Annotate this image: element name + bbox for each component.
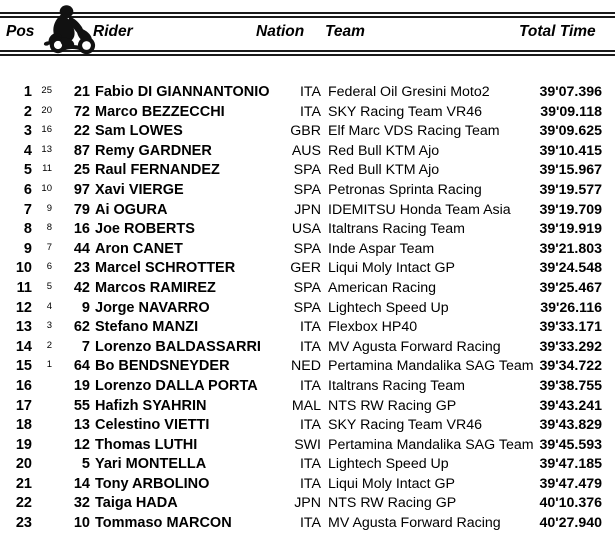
row-nation: ITA	[299, 417, 321, 434]
row-nation: GER	[290, 260, 321, 277]
row-points: 9	[46, 202, 52, 214]
table-row	[0, 416, 615, 436]
row-bike-number: 7	[81, 338, 90, 355]
row-total-time: 39'34.722	[539, 358, 602, 375]
row-rider-name: Ai OGURA	[95, 201, 168, 218]
row-rider-name: Tommaso MARCON	[95, 515, 232, 532]
row-position: 15	[15, 358, 32, 375]
row-bike-number: 42	[73, 279, 90, 296]
row-points: 5	[46, 280, 52, 292]
table-row	[0, 259, 615, 279]
row-team: Pertamina Mandalika SAG Team	[328, 436, 534, 453]
row-bike-number: 13	[73, 417, 90, 434]
row-nation: NED	[291, 358, 321, 375]
row-position: 17	[15, 397, 32, 414]
column-header-nation: Nation	[256, 23, 305, 40]
row-bike-number: 55	[73, 397, 90, 414]
row-team: Pertamina Mandalika SAG Team	[328, 358, 534, 375]
row-bike-number: 12	[73, 436, 90, 453]
row-total-time: 39'24.548	[539, 260, 602, 277]
row-points: 6	[46, 261, 52, 273]
row-rider-name: Yari MONTELLA	[95, 456, 207, 473]
row-points: 13	[41, 143, 52, 155]
row-team: MV Agusta Forward Racing	[328, 338, 501, 355]
row-position: 9	[23, 240, 32, 257]
row-total-time: 39'25.467	[539, 279, 602, 296]
row-rider-name: Lorenzo DALLA PORTA	[95, 377, 258, 394]
row-position: 19	[15, 436, 32, 453]
table-row	[0, 318, 615, 338]
table-row	[0, 279, 615, 299]
row-position: 10	[15, 260, 32, 277]
row-nation: SPA	[293, 162, 321, 179]
row-position: 11	[16, 279, 32, 296]
row-total-time: 39'10.415	[539, 142, 602, 159]
row-total-time: 39'47.185	[539, 456, 602, 473]
row-total-time: 39'43.829	[539, 417, 602, 434]
results-table-body	[0, 83, 615, 534]
row-team: Petronas Sprinta Racing	[328, 181, 482, 198]
row-team: Inde Aspar Team	[328, 240, 435, 257]
row-rider-name: Jorge NAVARRO	[95, 299, 210, 316]
row-nation: ITA	[299, 338, 321, 355]
row-position: 13	[15, 319, 32, 336]
row-team: IDEMITSU Honda Team Asia	[328, 201, 511, 218]
row-points: 10	[41, 182, 52, 194]
row-rider-name: Marcel SCHROTTER	[95, 260, 236, 277]
table-row	[0, 455, 615, 475]
row-position: 2	[23, 103, 32, 120]
row-rider-name: Remy GARDNER	[95, 142, 212, 159]
row-nation: ITA	[299, 456, 321, 473]
row-bike-number: 79	[73, 201, 90, 218]
row-rider-name: Xavi VIERGE	[95, 181, 184, 198]
row-position: 16	[15, 377, 32, 394]
row-total-time: 39'21.803	[539, 240, 602, 257]
table-row	[0, 201, 615, 221]
row-bike-number: 5	[81, 456, 90, 473]
row-nation: JPN	[294, 201, 321, 218]
row-nation: JPN	[294, 495, 321, 512]
row-total-time: 39'15.967	[539, 162, 602, 179]
row-position: 20	[15, 456, 32, 473]
row-position: 18	[15, 417, 32, 434]
row-bike-number: 32	[73, 495, 90, 512]
row-nation: GBR	[290, 123, 321, 140]
row-bike-number: 64	[73, 358, 90, 375]
row-position: 1	[23, 84, 32, 100]
row-total-time: 40'10.376	[539, 495, 602, 512]
row-bike-number: 19	[73, 377, 90, 394]
row-team: Liqui Moly Intact GP	[328, 260, 455, 277]
row-team: American Racing	[328, 279, 437, 296]
row-total-time: 39'33.171	[539, 319, 602, 336]
row-nation: ITA	[299, 103, 321, 120]
row-rider-name: Fabio DI GIANNANTONIO	[95, 84, 270, 100]
row-total-time: 39'19.577	[539, 181, 602, 198]
row-rider-name: Joe ROBERTS	[95, 221, 195, 238]
row-points: 11	[42, 163, 52, 175]
row-rider-name: Marco BEZZECCHI	[95, 103, 225, 120]
row-bike-number: 62	[73, 319, 90, 336]
row-nation: SWI	[294, 436, 321, 453]
row-rider-name: Raul FERNANDEZ	[95, 162, 220, 179]
row-nation: USA	[291, 221, 321, 238]
row-team: Red Bull KTM Ajo	[328, 162, 440, 179]
row-rider-name: Sam LOWES	[95, 123, 183, 140]
table-row	[0, 475, 615, 495]
table-row	[0, 103, 615, 123]
row-bike-number: 9	[81, 299, 90, 316]
table-row	[0, 397, 615, 417]
table-row	[0, 338, 615, 358]
table-row	[0, 83, 615, 103]
row-total-time: 40'27.940	[539, 515, 602, 532]
row-nation: ITA	[299, 515, 321, 532]
column-header-total-time: Total Time	[519, 23, 596, 40]
row-position: 12	[15, 299, 32, 316]
row-points: 8	[46, 222, 52, 234]
column-header-team: Team	[325, 23, 365, 40]
row-rider-name: Stefano MANZI	[95, 319, 199, 336]
row-team: Flexbox HP40	[328, 319, 418, 336]
row-position: 22	[15, 495, 32, 512]
row-total-time: 39'26.116	[540, 299, 602, 316]
column-header-pos: Pos	[6, 23, 35, 40]
row-bike-number: 16	[73, 221, 90, 238]
row-points: 4	[46, 300, 52, 312]
row-bike-number: 10	[73, 515, 90, 532]
row-team: Red Bull KTM Ajo	[328, 142, 440, 159]
row-bike-number: 23	[73, 260, 90, 277]
row-bike-number: 25	[73, 162, 90, 179]
row-rider-name: Bo BENDSNEYDER	[95, 358, 230, 375]
row-total-time: 39'47.479	[539, 475, 602, 492]
row-bike-number: 44	[73, 240, 90, 257]
table-row	[0, 122, 615, 142]
row-position: 14	[15, 338, 32, 355]
row-nation: SPA	[293, 299, 321, 316]
row-total-time: 39'33.292	[539, 338, 602, 355]
row-team: Elf Marc VDS Racing Team	[328, 123, 500, 140]
row-nation: SPA	[293, 240, 321, 257]
row-team: SKY Racing Team VR46	[328, 103, 483, 120]
row-team: Lightech Speed Up	[328, 299, 449, 316]
row-bike-number: 21	[73, 84, 90, 100]
row-position: 8	[23, 221, 32, 238]
row-total-time: 39'19.919	[539, 221, 602, 238]
row-points: 25	[41, 85, 52, 96]
row-rider-name: Celestino VIETTI	[95, 417, 210, 434]
row-rider-name: Taiga HADA	[95, 495, 178, 512]
row-nation: ITA	[299, 475, 321, 492]
row-nation: SPA	[293, 279, 321, 296]
row-total-time: 39'45.593	[539, 436, 602, 453]
row-nation: ITA	[299, 319, 321, 336]
table-row	[0, 142, 615, 162]
row-points: 3	[46, 320, 52, 332]
table-row	[0, 240, 615, 260]
table-header	[0, 12, 615, 56]
table-row	[0, 436, 615, 456]
row-nation: ITA	[299, 377, 321, 394]
row-nation: MAL	[291, 397, 321, 414]
table-row	[0, 181, 615, 201]
motorcycle-racer-icon	[42, 2, 104, 58]
table-row	[0, 161, 615, 181]
row-rider-name: Marcos RAMIREZ	[95, 279, 216, 296]
row-team: Liqui Moly Intact GP	[328, 475, 455, 492]
row-bike-number: 22	[73, 123, 90, 140]
row-points: 2	[46, 339, 52, 351]
row-bike-number: 14	[73, 475, 90, 492]
row-position: 3	[23, 123, 32, 140]
row-points: 7	[46, 241, 52, 253]
row-team: Italtrans Racing Team	[328, 377, 465, 394]
row-total-time: 39'38.755	[539, 377, 602, 394]
row-position: 5	[23, 162, 32, 179]
row-team: Federal Oil Gresini Moto2	[328, 84, 490, 100]
row-team: SKY Racing Team VR46	[328, 417, 483, 434]
row-position: 23	[15, 515, 32, 532]
row-team: Lightech Speed Up	[328, 456, 449, 473]
column-header-rider: Rider	[93, 23, 133, 40]
row-position: 4	[23, 142, 32, 159]
row-position: 6	[23, 181, 32, 198]
row-team: NTS RW Racing GP	[328, 495, 457, 512]
row-nation: SPA	[293, 181, 321, 198]
row-team: NTS RW Racing GP	[328, 397, 457, 414]
row-total-time: 39'09.625	[539, 123, 602, 140]
row-bike-number: 72	[73, 103, 90, 120]
table-row	[0, 299, 615, 319]
row-bike-number: 87	[73, 142, 90, 159]
row-position: 7	[23, 201, 32, 218]
table-row	[0, 514, 615, 534]
table-row	[0, 220, 615, 240]
row-bike-number: 97	[73, 181, 90, 198]
row-rider-name: Aron CANET	[95, 240, 183, 257]
row-total-time: 39'07.396	[539, 84, 602, 100]
table-row	[0, 357, 615, 377]
row-rider-name: Thomas LUTHI	[95, 436, 198, 453]
row-total-time: 39'43.241	[539, 397, 602, 414]
row-rider-name: Tony ARBOLINO	[95, 475, 210, 492]
row-team: MV Agusta Forward Racing	[328, 515, 501, 532]
row-position: 21	[15, 475, 32, 492]
table-row	[0, 377, 615, 397]
row-total-time: 39'19.709	[539, 201, 602, 218]
row-points: 1	[46, 359, 52, 371]
row-points: 20	[41, 104, 52, 116]
row-total-time: 39'09.118	[540, 103, 602, 120]
row-nation: AUS	[291, 142, 321, 159]
row-nation: ITA	[299, 84, 321, 100]
row-points: 16	[41, 124, 52, 136]
table-row	[0, 494, 615, 514]
row-rider-name: Hafizh SYAHRIN	[95, 397, 207, 414]
row-rider-name: Lorenzo BALDASSARRI	[95, 338, 261, 355]
row-team: Italtrans Racing Team	[328, 221, 465, 238]
